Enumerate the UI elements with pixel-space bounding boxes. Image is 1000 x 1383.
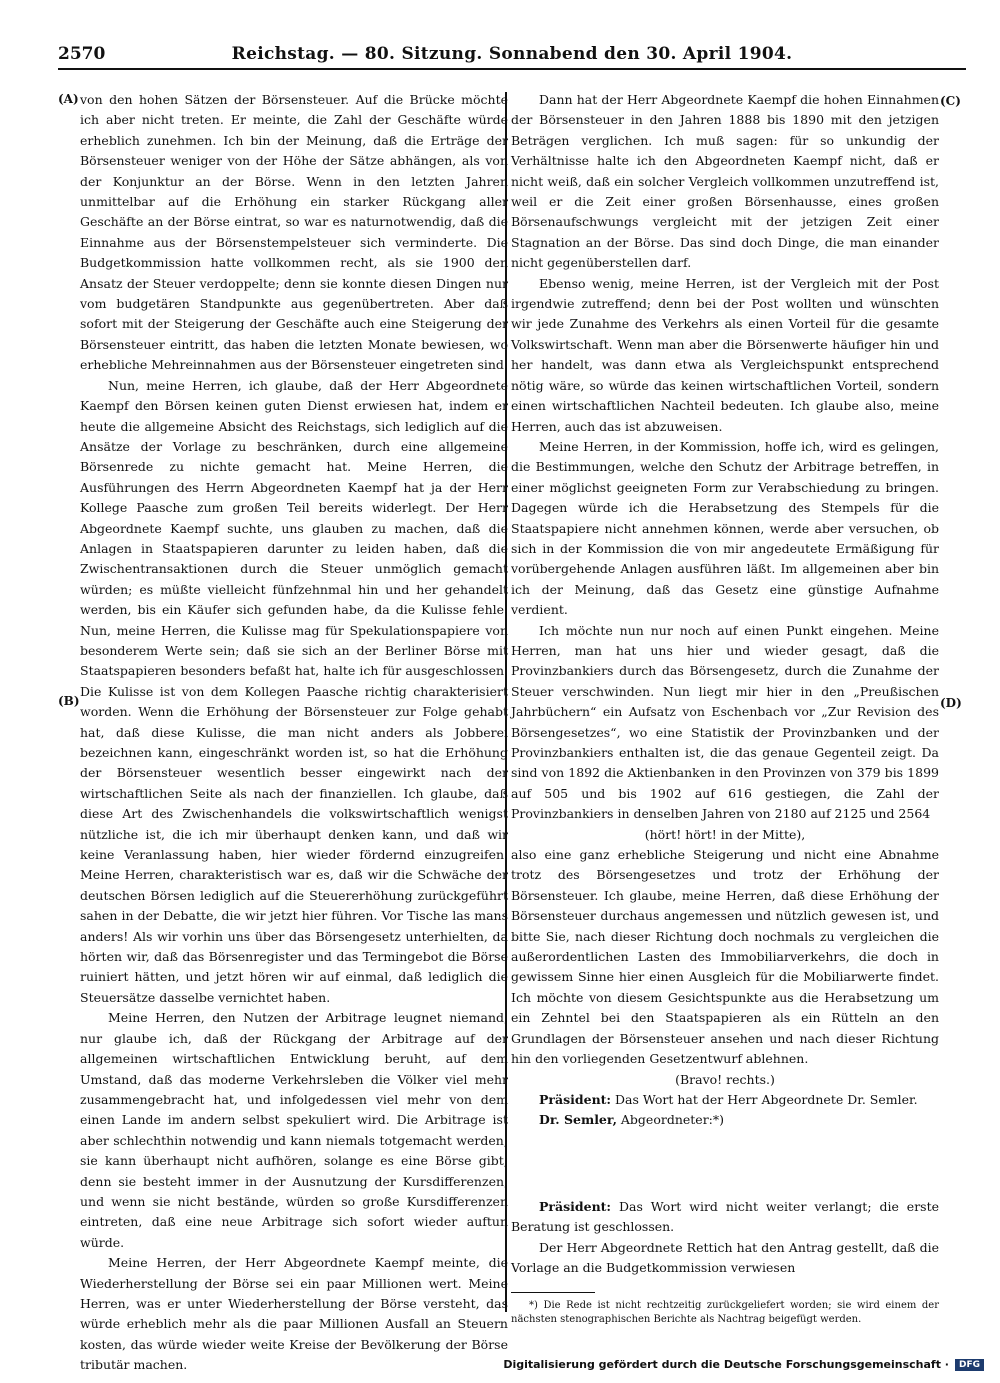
margin-mark-c: (C) <box>940 94 961 108</box>
dfg-logo: DFG <box>955 1359 984 1371</box>
right-paragraph: Ich möchte nun nur noch auf einen Punkt eingehen. Meine Herren, man hat uns hier und wieder gesagt, daß die Provinzbankiers durch das Börsengesetz, durch die Zunahme der Steuer verschwinden. Nun liegt mir hier in den „Preußischen Jahrbüchern“ ein Aufsatz von Eschenbach vor „Zur Revision des Börsengesetzes“, wo eine Statistik der Provinzbanken und der Provinzbankiers enthalten ist, die das genaue Gegenteil zeigt. Da sind von 1892 die Aktienbanken in den Provinzen von 379 bis 1899 auf 505 und bis 1902 auf 616 gestiegen, die Zahl der Provinzbankiers in denselben Jahren von 2180 auf 2125 und 2564 <box>511 622 939 822</box>
footnote-rule <box>511 1292 595 1293</box>
margin-mark-b: (B) <box>58 694 80 708</box>
right-paragraph: Ebenso wenig, meine Herren, ist der Vergleich mit der Post irgendwie zutreffend; denn bei der Post wollten und wünschten wir jede Zunahme des Verkehrs als einen Vorteil für die gesamte Volkswirtschaft. Wenn man aber die Börsenwerte häufiger hin und her handelt, was dann etwa als Vergleichspunkt entsprechend nötig wäre, so würde das keinen wirtschaftlichen Vorteil, sondern einen wirtschaftlichen Nachteil bedeuten. Ich glaube also, meine Herren, auch das ist abzuweisen. <box>511 275 939 434</box>
footer-text: Digitalisierung gefördert durch die Deutsche Forschungsgemeinschaft · <box>503 1358 949 1371</box>
left-column <box>80 90 508 1376</box>
continuation-paragraph: also eine ganz erhebliche Steigerung und nicht eine Abnahme trotz des Börsengesetzes und trotz der Erhöhung der Börsensteuer. Ich glaube, meine Herren, daß diese Erhöhung der Börsensteuer durchaus angemessen und nützlich gewesen ist, und bitte Sie, nach dieser Richtung doch nochmals zu vergleichen die außerordentlichen Lasten des Immobiliarverkehrs, die doch in gewissem Sinne hier einen Ausgleich für die Mobiliarwerte findet. Ich möchte von diesem Gesichtspunkte aus die Herabsetzung um ein Zehntel bei den Staatspapieren als ein Rütteln an den Grundlagen der Börsensteuer ansehen und nach dieser Richtung hin den vorliegenden Gesetzentwurf ablehnen. <box>511 847 939 1067</box>
speaker-text: Abgeordneter:*) <box>616 1112 725 1128</box>
left-paragraph: Meine Herren, der Herr Abgeordnete Kaempf meinte, die Wiederherstellung der Börse sei ein paar Millionen wert. Meine Herren, was er unter Wiederherstellung der Börse versteht, das würde erheblich mehr als die paar Millionen Ausfall an Steuern kosten, das würde wieder weite Kreise der Bevölkerung der Börse tributär machen. <box>80 1255 508 1373</box>
speaker-name: Präsident: <box>539 1198 612 1214</box>
left-paragraph: von den hohen Sätzen der Börsensteuer. Auf die Brücke möchte ich aber nicht treten. Er meinte, die Zahl der Geschäfte würde erheblich zunehmen. Ich bin der Meinung, daß die Erträge der Börsensteuer weniger von der Höhe der Sätze abhängen, als von der Konjunktur an der Börse. Wenn in den letzten Jahren unmittelbar auf die Erhöhung ein starker Rückgang aller Geschäfte an der Börse eintrat, so war es naturnotwendig, daß die Einnahme aus der Börsenstempelsteuer sich verminderte. Die Budgetkommission hatte vollkommen recht, als sie 1900 den Ansatz der Steuer verdoppelte; denn sie konnte diesen Dingen nur vom budgetären Standpunkte aus gegenübertreten. Aber daß sofort mit der Steigerung der Geschäfte auch eine Steigerung der Börsensteuer eintritt, das haben die letzten Monate bewiesen, wo erhebliche Mehreinnahmen aus der Börsensteuer eingetreten sind. <box>80 92 508 373</box>
final-paragraph: Der Herr Abgeordnete Rettich hat den Antrag gestellt, daß die Vorlage an die Budgetkommission verwiesen <box>511 1239 939 1275</box>
page-header <box>58 44 966 70</box>
speaker-text: Das Wort wird nicht weiter verlangt; die erste Beratung ist geschlossen. <box>511 1198 939 1235</box>
running-title: Reichstag. — 80. Sitzung. Sonnabend den 30. April 1904. <box>231 44 793 64</box>
interjection: (Bravo! rechts.) <box>675 1071 775 1087</box>
margin-mark-a: (A) <box>58 92 79 106</box>
semler-statement <box>511 1110 939 1130</box>
right-paragraph: Meine Herren, in der Kommission, hoffe ich, wird es gelingen, die Bestimmungen, welche den Schutz der Arbitrage betreffen, in einer möglichst geeigneten Form zur Verabschiedung zu bringen. Dagegen würde ich die Herabsetzung des Stempels für die Staatspapiere nicht annehmen können, werde aber versuchen, ob sich in der Kommission die von mir angedeutete Ermäßigung für vorübergehende Anlagen ausführen läßt. Im allgemeinen aber bin ich der Meinung, daß das Gesetz eine günstige Aufnahme verdient. <box>511 438 939 618</box>
left-paragraph: Meine Herren, den Nutzen der Arbitrage leugnet niemand, nur glaube ich, daß der Rückgang der Arbitrage auf der allgemeinen wirtschaftlichen Entwicklung beruht, auf dem Umstand, daß das moderne Verkehrsleben die Völker viel mehr zusammengebracht hat, und infolgedessen viel mehr von dem einen Lande im andern selbst spekuliert wird. Die Arbitrage ist aber schlechthin notwendig und kann niemals totgemacht werden; sie kann überhaupt nicht aufhören, solange es eine Börse gibt; denn sie besteht immer in der Ausnutzung der Kursdifferenzen, und wenn sie nicht bestände, würden so große Kursdifferenzen eintreten, daß eine neue Arbitrage sich sofort wieder auftun würde. <box>80 1010 508 1250</box>
president-statement <box>511 1197 939 1238</box>
omitted-speech-gap <box>511 1131 939 1197</box>
speaker-text: Das Wort hat der Herr Abgeordnete Dr. Semler. <box>611 1091 918 1107</box>
margin-mark-d: (D) <box>940 696 962 710</box>
right-paragraph: Dann hat der Herr Abgeordnete Kaempf die hohen Einnahmen der Börsensteuer in den Jahren 1888 bis 1890 mit den jetzigen Beträgen verglichen. Ich muß sagen: für so unkundig der Verhältnisse halte ich den Abgeordneten Kaempf nicht, daß er nicht weiß, daß ein solcher Vergleich vollkommen unzutreffend ist, weil er die Zeit einer großen Börsenhausse, eines großen Börsenaufschwungs vergleicht mit der jetzigen Zeit einer Stagnation an der Börse. Das sind doch Dinge, die man einander nicht gegenüberstellen darf. <box>511 92 939 271</box>
digitization-footer <box>503 1358 984 1371</box>
footnote: *) Die Rede ist nicht rechtzeitig zurückgeliefert worden; sie wird einem der nächsten stenographischen Berichte als Nachtrag beigefügt werden. <box>511 1300 939 1325</box>
right-column <box>511 90 939 1326</box>
left-paragraph: Nun, meine Herren, ich glaube, daß der Herr Abgeordnete Kaempf den Börsen keinen guten Dienst erwiesen hat, indem er heute die allgemeine Absicht des Reichstags, sich lediglich auf die Ansätze der Vorlage zu beschränken, durch eine allgemeine Börsenrede zu nichte gemacht hat. Meine Herren, die Ausführungen des Herrn Abgeordneten Kaempf hat ja der Herr Kollege Paasche zum großen Teil bereits widerlegt. Der Herr Abgeordnete Kaempf suchte, uns glauben zu machen, daß die Anlagen in Staatspapieren darunter zu leiden haben, daß die Zwischentransaktionen durch die Steuer unmöglich gemacht würden; es müßte vielleicht fünfzehnmal hin und her gehandelt werden, bis ein Käufer sich gefunden habe, da die Kulisse fehle. Nun, meine Herren, die Kulisse mag für Spekulationspapiere von besonderem Werte sein; daß sie sich an der Berliner Börse mit Staatspapieren besonders befaßt hat, halte ich für ausgeschlossen. Die Kulisse ist von dem Kollegen Paasche richtig charakterisiert worden. Wenn die Erhöhung der Börsensteuer zur Folge gehabt hat, daß diese Kulisse, die man nicht anders als Jobberei bezeichnen kann, eingeschränkt worden ist, so hat die Erhöhung der Börsensteuer wesentlich besser eingewirkt nach der wirtschaftlichen Seite als nach der finanziellen. Ich glaube, daß diese Art des Zwischenhandels die volkswirtschaftlich wenigst nützliche ist, die ich mir überhaupt denken kann, und daß wir keine Veranlassung haben, hier wieder fördernd einzugreifen. Meine Herren, charakteristisch war es, daß wir die Schwäche der deutschen Börsen lediglich auf die Steuererhöhung zurückgeführt sahen in der Debatte, die wir jetzt hier führen. Vor Tische las mans anders! Als wir vorhin uns über das Börsengesetz unterhielten, da hörten wir, daß das Börsenregister und das Termingebot die Börse ruiniert hätten, und jetzt hören wir auf einmal, daß lediglich die Steuersätze dasselbe vernichtet haben. <box>80 377 508 1005</box>
interjection: (hört! hört! in der Mitte), <box>644 826 806 842</box>
president-statement <box>511 1090 939 1110</box>
speaker-name: Präsident: <box>539 1091 612 1107</box>
page-number: 2570 <box>58 44 106 64</box>
speaker-name: Dr. Semler, <box>539 1112 617 1128</box>
